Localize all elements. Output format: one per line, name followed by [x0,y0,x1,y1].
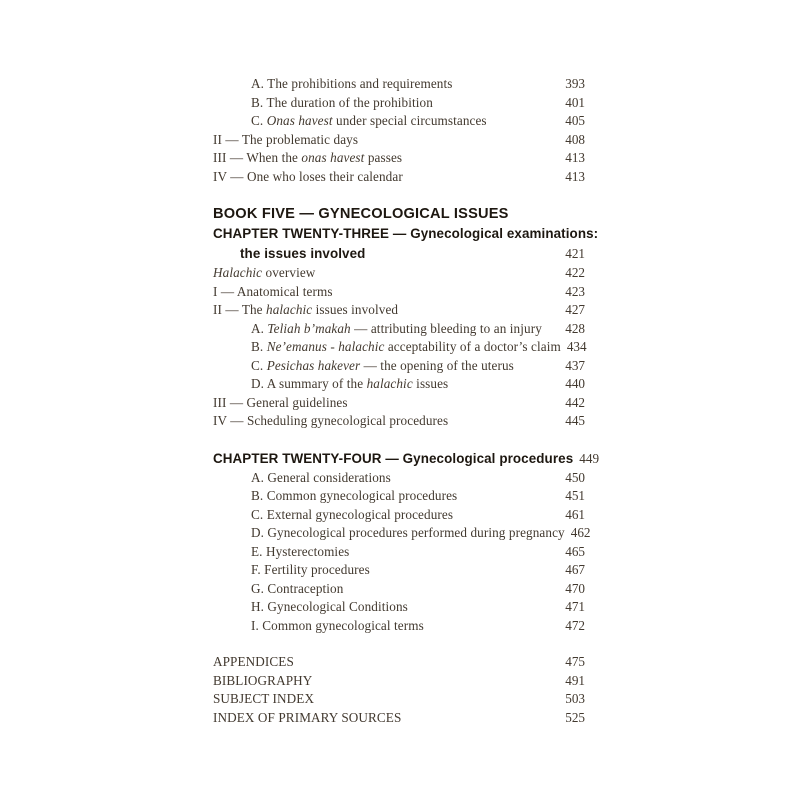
entry-page-number: 405 [565,113,585,128]
entry-page-number: 393 [565,76,585,91]
entry-title: E. Hysterectomies [251,543,350,559]
toc-entry [213,506,585,525]
toc-entry [213,394,585,413]
entry-title: D. Gynecological procedures performed during pregnancy [251,525,565,540]
toc-entry [213,94,585,113]
entry-page-number: 413 [565,150,585,165]
entry-page-number: 445 [565,413,585,428]
entry-title: III — When the onas havest passes [213,150,403,165]
entry-title: IV — One who loses their calendar [213,168,403,184]
toc-entry [213,487,585,506]
entry-page-number: 491 [565,672,585,688]
entry-title: BIBLIOGRAPHY [213,672,313,688]
entry-title: BOOK FIVE — GYNECOLOGICAL ISSUES [213,206,509,222]
entry-title: A. Teliah b’makah — attributing bleeding to an injury [251,320,542,336]
toc-entry [213,543,585,562]
entry-page-number: 449 [579,450,600,466]
entry-title: H. Gynecological Conditions [251,599,408,614]
toc-section-back-matter [213,653,585,727]
toc-entry [213,149,585,168]
entry-title: the issues involved [240,246,366,261]
toc-entry [213,338,585,357]
entry-title: CHAPTER TWENTY-THREE — Gynecological examinations: [213,226,599,241]
entry-title: B. Ne’emanus - halachic acceptability of a doctor’s claim [251,339,561,354]
toc-entry [213,617,585,636]
entry-title: B. The duration of the prohibition [251,94,433,110]
entry-page-number: 472 [565,617,585,633]
toc-entry [213,131,585,150]
entry-title: II — The problematic days [213,131,359,147]
toc-entry [213,112,585,131]
toc-entry [213,168,585,187]
entry-page-number: 437 [565,357,585,373]
entry-page-number: 442 [565,394,585,410]
book-heading [213,204,585,224]
toc-section-chapter-twenty-four [213,449,600,636]
entry-title: C. External gynecological procedures [251,506,454,522]
entry-page-number: 462 [570,525,591,540]
toc-entry [213,598,585,617]
entry-title: III — General guidelines [213,394,348,410]
entry-title: II — The halachic issues involved [213,302,399,317]
toc-section-previous-chapter-continuation [213,75,585,186]
entry-page-number: 467 [565,562,585,577]
entry-page-number: 471 [565,599,585,614]
entry-page-number: 470 [565,580,585,596]
entry-page-number: 503 [565,691,585,706]
toc-entry [213,283,585,302]
entry-page-number: 401 [565,94,585,110]
toc-entry [213,580,585,599]
entry-page-number: 465 [565,543,585,559]
entry-title: I. Common gynecological terms [251,617,424,633]
entry-title: INDEX OF PRIMARY SOURCES [213,709,402,725]
entry-page-number: 423 [565,283,585,299]
entry-title: IV — Scheduling gynecological procedures [213,413,449,428]
chapter-heading [213,224,599,244]
toc-entry [213,709,585,728]
entry-page-number: 421 [565,246,585,261]
chapter-heading [213,449,600,469]
toc-entry [213,653,585,672]
entry-title: B. Common gynecological procedures [251,488,458,503]
toc-entry [213,561,585,580]
entry-title: D. A summary of the halachic issues [251,376,449,391]
entry-page-number: 413 [565,168,585,184]
entry-page-number: 408 [565,131,585,147]
entry-title: F. Fertility procedures [251,562,370,577]
toc-entry [213,690,585,709]
table-of-contents [213,75,600,727]
entry-page-number: 422 [565,265,585,280]
toc-entry [213,357,585,376]
entry-page-number: 428 [565,320,585,336]
toc-entry [213,375,585,394]
entry-page-number: 525 [565,709,585,725]
toc-section-book-five-chapter-twenty-three [213,204,599,431]
entry-title: APPENDICES [213,654,294,669]
entry-title: CHAPTER TWENTY-FOUR — Gynecological procedures [213,450,574,466]
toc-entry [213,264,585,283]
entry-title: I — Anatomical terms [213,283,333,299]
entry-page-number: 434 [566,339,587,354]
toc-entry [213,524,591,543]
entry-title: G. Contraception [251,580,344,596]
entry-title: Halachic overview [213,265,316,280]
entry-page-number: 451 [565,488,585,503]
entry-page-number: 450 [565,469,585,485]
entry-page-number: 461 [565,506,585,522]
entry-title: C. Pesichas hakever — the opening of the uterus [251,357,514,373]
toc-entry [213,672,585,691]
toc-entry [213,412,585,431]
entry-title: SUBJECT INDEX [213,691,315,706]
entry-title: A. The prohibitions and requirements [251,76,453,91]
entry-title: C. Onas havest under special circumstances [251,113,487,128]
toc-entry [213,469,585,488]
toc-entry [213,320,585,339]
entry-title: A. General considerations [251,469,391,485]
toc-entry [213,75,585,94]
chapter-heading [213,244,585,264]
entry-page-number: 475 [565,654,585,669]
entry-page-number: 427 [565,302,585,317]
entry-page-number: 440 [565,376,585,391]
toc-entry [213,301,585,320]
